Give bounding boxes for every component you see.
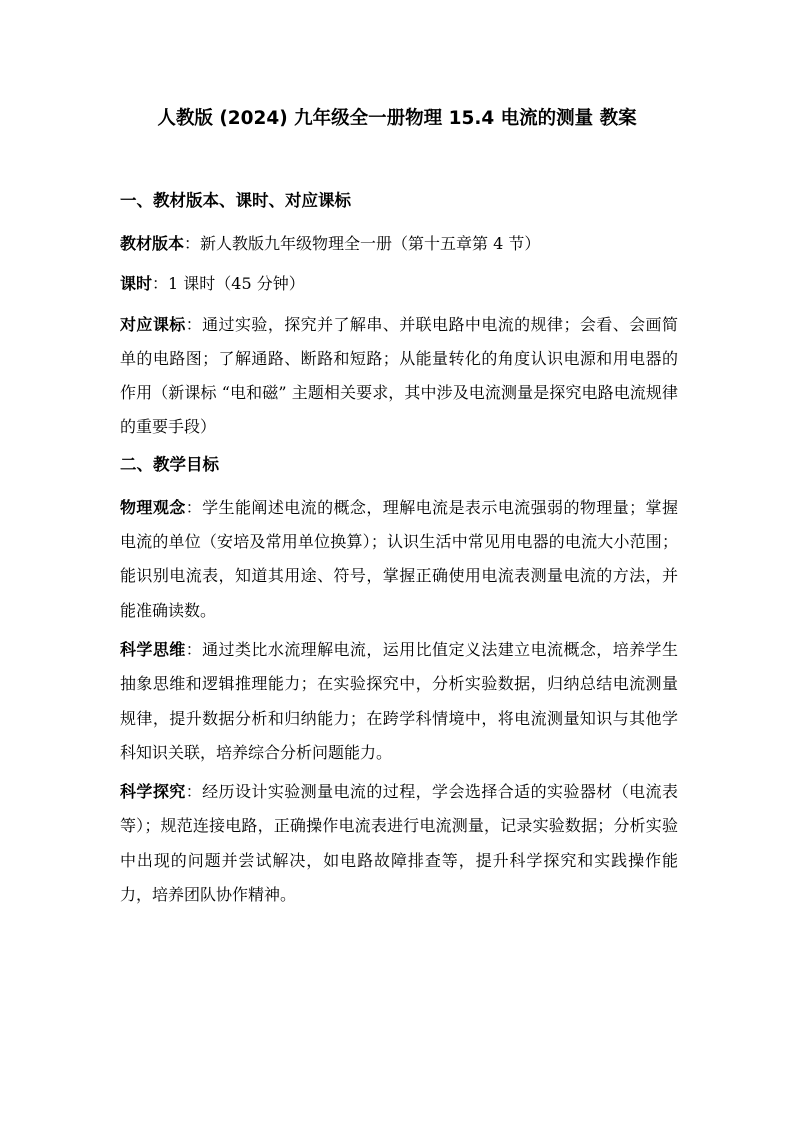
document-body [120, 186, 678, 917]
label-scientific-thinking: 科学思维 [120, 639, 186, 659]
paragraph-class-hours [120, 267, 678, 301]
label-textbook-version: 教材版本 [120, 234, 185, 253]
paragraph-textbook-version [120, 227, 678, 261]
label-class-hours: 课时 [120, 274, 153, 294]
label-curriculum-standard: 对应课标 [120, 314, 186, 334]
text-scientific-inquiry: ：经历设计实验测量电流的过程，学会选择合适的实验器材（电流表等）；规范连接电路，正确操作电流表进行电流测量，记录实验数据；分析实验中出现的问题并尝试解决，如电路故障排查等，提升科学探究和实践操作能力，培养团队协作精神。 [120, 782, 678, 905]
label-physics-concept: 物理观念 [120, 497, 186, 517]
document-title: 人教版 (2024) 九年级全一册物理 15.4 电流的测量 教案 [157, 108, 637, 129]
paragraph-physics-concept [120, 491, 678, 628]
text-textbook-version: ：新人教版九年级物理全一册（第十五章第 4 节） [184, 234, 541, 253]
paragraph-scientific-thinking [120, 633, 678, 770]
text-class-hours: ：1 课时（45 分钟） [152, 274, 305, 294]
section-heading-materials: 一、教材版本、课时、对应课标 [120, 191, 351, 210]
text-physics-concept: ：学生能阐述电流的概念，理解电流是表示电流强弱的物理量；掌握电流的单位（安培及常用单位换算）；认识生活中常见用电器的电流大小范围；能识别电流表，知道其用途、符号，掌握正确使用电流表测量电流的方法，并能准确读数。 [120, 497, 678, 620]
text-curriculum-standard: ：通过实验，探究并了解串、并联电路中电流的规律；会看、会画简单的电路图；了解通路、断路和短路；从能量转化的角度认识电源和用电器的作用（新课标 “电和磁” 主题相关要求，其中涉及电流测量是探究电路电流规律的重要手段） [120, 314, 678, 437]
section-heading-objectives: 二、教学目标 [120, 454, 219, 474]
paragraph-curriculum-standard [120, 308, 678, 445]
label-scientific-inquiry: 科学探究 [120, 782, 186, 802]
text-scientific-thinking: ：通过类比水流理解电流，运用比值定义法建立电流概念，培养学生抽象思维和逻辑推理能力；在实验探究中，分析实验数据，归纳总结电流测量规律，提升数据分析和归纳能力；在跨学科情境中，将电流测量知识与其他学科知识关联，培养综合分析问题能力。 [120, 639, 678, 762]
paragraph-scientific-inquiry [120, 775, 678, 912]
